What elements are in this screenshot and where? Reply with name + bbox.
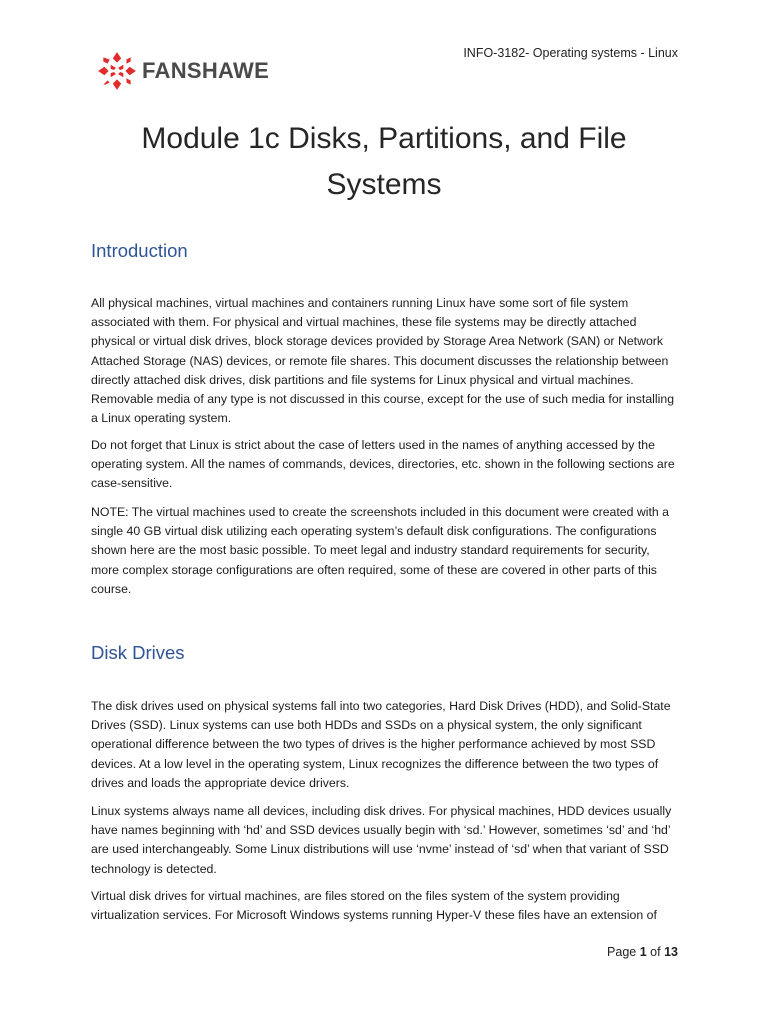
disk-drives-paragraph-1: The disk drives used on physical systems fall into two categories, Hard Disk Drives (HDD), and Solid-State Drives (SSD). Linux systems can use both HDDs and SSDs on a physical system, the only significant operational difference between the two types of drives is the higher performance achieved by most SSD devices. At a low level in the operating system, Linux recognizes the difference between the two types of drives and loads the appropriate device drivers. bbox=[91, 699, 671, 790]
course-code-header: INFO-3182- Operating systems - Linux bbox=[463, 46, 678, 60]
fanshawe-logo bbox=[96, 50, 269, 92]
page-current: 1 bbox=[639, 945, 647, 959]
disk-drives-paragraph-2: Linux systems always name all devices, including disk drives. For physical machines, HDD devices usually have names beginning with ‘hd’ and SSD devices usually begin with ‘sd.’ However, sometimes ‘sd’ and ‘hd’ are used interchangeably. Some Linux distributions will use ‘nvme’ instead of ‘sd’ when that variant of SSD technology is detected. bbox=[91, 804, 672, 876]
introduction-note-paragraph: NOTE: The virtual machines used to create the screenshots included in this document were created with a single 40 GB virtual disk utilizing each operating system’s default disk configurations. The configurations shown here are the most basic possible. To meet legal and industry standard requirements for security, more complex storage configurations are often required, some of these are covered in other parts of this course. bbox=[91, 505, 670, 596]
disk-drives-paragraph-3: Virtual disk drives for virtual machines, are files stored on the files system of the system providing virtualization services. For Microsoft Windows systems running Hyper-V these files have an extension of bbox=[91, 889, 657, 923]
heading-disk-drives: Disk Drives bbox=[91, 642, 185, 663]
fanshawe-emblem-icon bbox=[96, 50, 138, 92]
document-title: Module 1c Disks, Partitions, and File Systems bbox=[141, 122, 627, 201]
logo-wordmark: FANSHAWE bbox=[142, 58, 270, 83]
page-label: Page bbox=[607, 945, 637, 959]
introduction-paragraph-1: All physical machines, virtual machines and containers running Linux have some sort of file system associated with them. For physical and virtual machines, these file systems may be directly attached physical or virtual disk drives, block storage devices provided by Storage Area Network (SAN) or Network Attached Storage (NAS) devices, or remote file shares. This document discusses the relationship between directly attached disk drives, disk partitions and file systems for Linux physical and virtual machines. Removable media of any type is not discussed in this course, except for the use of such media for installing a Linux operating system. bbox=[91, 296, 675, 426]
introduction-paragraph-2: Do not forget that Linux is strict about the case of letters used in the names of anything accessed by the operating system. All the names of commands, devices, directories, etc. shown in the following sections are case-sensitive. bbox=[91, 438, 675, 491]
page-number-footer bbox=[607, 945, 678, 959]
heading-introduction: Introduction bbox=[91, 240, 188, 261]
page-of-label: of bbox=[650, 945, 661, 959]
page-total: 13 bbox=[664, 945, 678, 959]
